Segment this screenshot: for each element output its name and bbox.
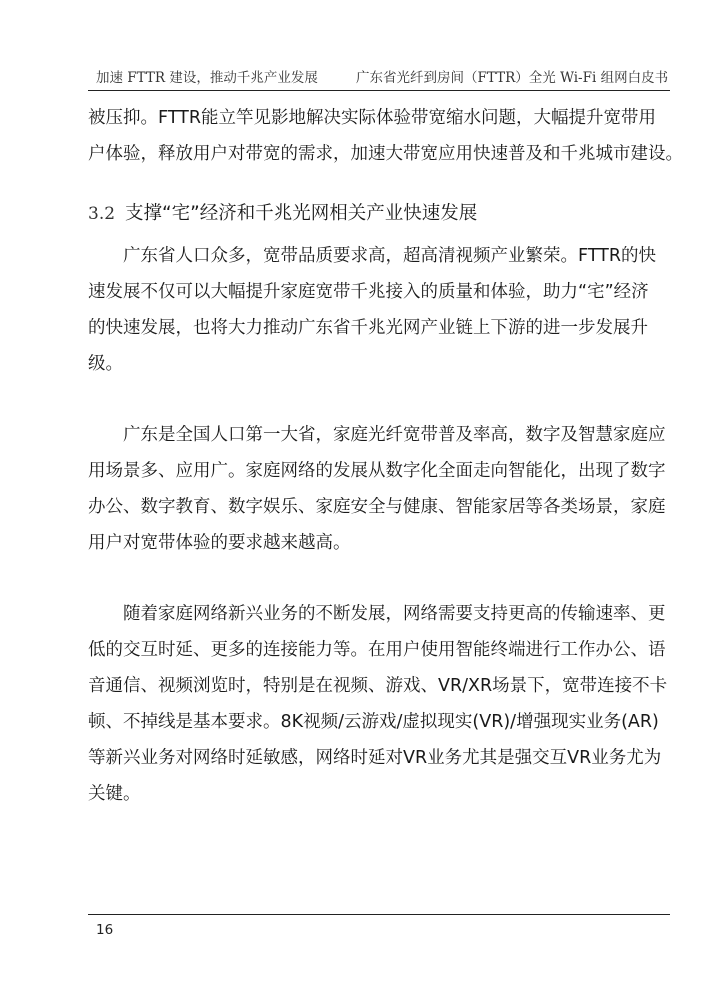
text-line: 办公、数字教育、数字娱乐、家庭安全与健康、智能家居等各类场景，家庭 (88, 497, 666, 517)
text-line: 户体验，释放用户对带宽的需求，加速大带宽应用快速普及和千兆城市建设。 (88, 144, 683, 164)
footer-divider (88, 914, 670, 915)
running-header-left: 加速 FTTR 建设，推动千兆产业发展 (96, 70, 318, 86)
text-line: 用户对宽带体验的要求越来越高。 (88, 533, 351, 553)
text-line: 用场景多、应用广。家庭网络的发展从数字化全面走向智能化，出现了数字 (88, 461, 666, 481)
text-line: 音通信、视频浏览时，特别是在视频、游戏、VR/XR场景下，宽带连接不卡 (88, 676, 668, 696)
text-line: 级。 (88, 354, 123, 374)
paragraph-2 (88, 417, 666, 561)
text-line: 等新兴业务对网络时延敏感，网络时延对VR业务尤其是强交互VR业务尤为 (88, 748, 662, 768)
text-line: 随着家庭网络新兴业务的不断发展，网络需要支持更高的传输速率、更 (123, 604, 666, 624)
page-number: 16 (96, 922, 114, 938)
section-number: 3.2 (88, 204, 116, 224)
text-line: 的快速发展，也将大力推动广东省千兆光网产业链上下游的进一步发展升 (88, 318, 648, 338)
text-line: 广东省人口众多，宽带品质要求高，超高清视频产业繁荣。FTTR的快 (123, 246, 656, 266)
running-header-right: 广东省光纤到房间（FTTR）全光 Wi-Fi 组网白皮书 (356, 70, 669, 86)
text-line: 关键。 (88, 784, 141, 804)
text-line: 广东是全国人口第一大省，家庭光纤宽带普及率高，数字及智慧家庭应 (123, 425, 666, 445)
paragraph-continuation (88, 100, 683, 172)
header-divider (88, 90, 670, 91)
text-line: 顿、不掉线是基本要求。8K视频/云游戏/虚拟现实(VR)/增强现实业务(AR) (88, 712, 659, 732)
section-heading (88, 199, 477, 225)
text-line: 被压抑。FTTR能立竿见影地解决实际体验带宽缩水问题，大幅提升宽带用 (88, 108, 656, 128)
paragraph-3 (88, 596, 668, 812)
section-title: 支撑“宅”经济和千兆光网相关产业快速发展 (125, 203, 478, 224)
text-line: 低的交互时延、更多的连接能力等。在用户使用智能终端进行工作办公、语 (88, 640, 666, 660)
text-line: 速发展不仅可以大幅提升家庭宽带千兆接入的质量和体验，助力“宅”经济 (88, 282, 649, 302)
paragraph-1 (88, 238, 656, 382)
